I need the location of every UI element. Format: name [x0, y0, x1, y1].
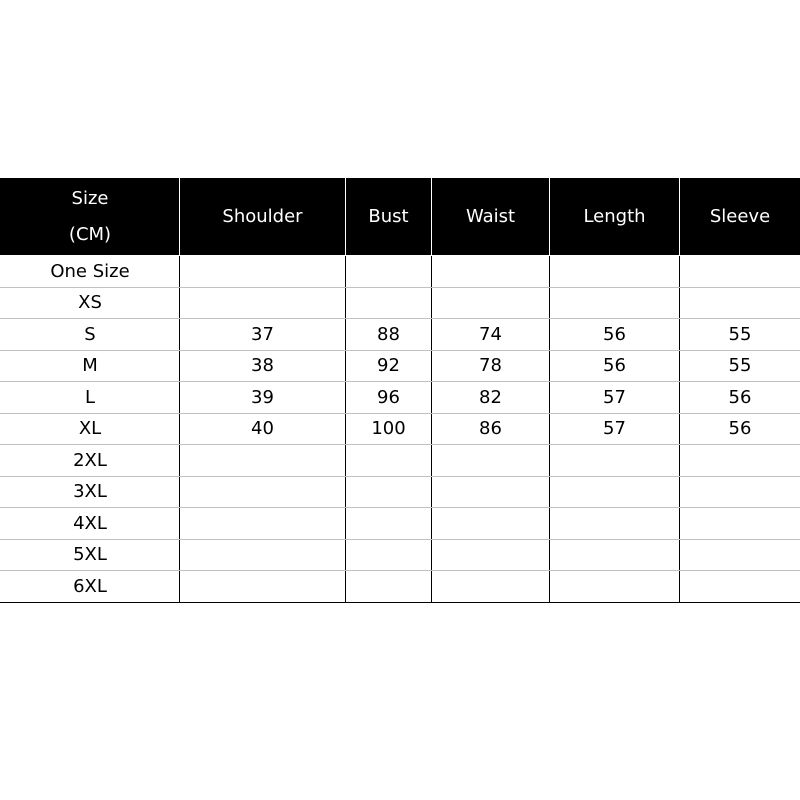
size-label-cell: L: [1, 382, 180, 414]
table-row: [1, 571, 800, 603]
header-size-unit: (CM): [68, 223, 112, 245]
sleeve-cell: 56: [680, 413, 800, 445]
shoulder-cell: [180, 256, 346, 288]
length-cell: [550, 571, 680, 603]
table-row: [1, 382, 800, 414]
sleeve-cell: 55: [680, 319, 800, 351]
waist-cell: 82: [432, 382, 550, 414]
size-label-cell: 4XL: [1, 508, 180, 540]
waist-cell: [432, 256, 550, 288]
length-cell: 57: [550, 382, 680, 414]
length-cell: 56: [550, 319, 680, 351]
sleeve-cell: 56: [680, 382, 800, 414]
shoulder-cell: 38: [180, 350, 346, 382]
bust-cell: [346, 445, 432, 477]
table-row: [1, 445, 800, 477]
size-label-cell: One Size: [1, 256, 180, 288]
size-label-cell: 2XL: [1, 445, 180, 477]
shoulder-cell: [180, 445, 346, 477]
table-row: [1, 319, 800, 351]
sleeve-cell: [680, 256, 800, 288]
table-row: [1, 539, 800, 571]
waist-cell: 78: [432, 350, 550, 382]
length-cell: [550, 287, 680, 319]
size-label-cell: XS: [1, 287, 180, 319]
header-size: [1, 178, 180, 256]
bust-cell: [346, 571, 432, 603]
length-cell: 56: [550, 350, 680, 382]
bust-cell: 88: [346, 319, 432, 351]
sleeve-cell: [680, 445, 800, 477]
sleeve-cell: [680, 508, 800, 540]
size-table: [0, 177, 800, 603]
waist-cell: [432, 539, 550, 571]
shoulder-cell: [180, 508, 346, 540]
size-label-cell: S: [1, 319, 180, 351]
length-cell: [550, 508, 680, 540]
length-cell: [550, 539, 680, 571]
bust-cell: 96: [346, 382, 432, 414]
size-label-cell: M: [1, 350, 180, 382]
size-label-cell: 3XL: [1, 476, 180, 508]
length-cell: 57: [550, 413, 680, 445]
waist-cell: 86: [432, 413, 550, 445]
size-chart: [0, 177, 800, 603]
shoulder-cell: [180, 476, 346, 508]
shoulder-cell: [180, 571, 346, 603]
header-sleeve: Sleeve: [680, 178, 800, 256]
sleeve-cell: [680, 287, 800, 319]
waist-cell: [432, 445, 550, 477]
bust-cell: [346, 508, 432, 540]
bust-cell: [346, 256, 432, 288]
shoulder-cell: [180, 539, 346, 571]
bust-cell: [346, 287, 432, 319]
length-cell: [550, 445, 680, 477]
table-body: [1, 256, 800, 603]
bust-cell: 92: [346, 350, 432, 382]
shoulder-cell: 37: [180, 319, 346, 351]
header-waist: Waist: [432, 178, 550, 256]
bust-cell: [346, 539, 432, 571]
waist-cell: [432, 287, 550, 319]
size-label-cell: 6XL: [1, 571, 180, 603]
waist-cell: [432, 476, 550, 508]
shoulder-cell: [180, 287, 346, 319]
shoulder-cell: 40: [180, 413, 346, 445]
header-size-label: Size: [71, 187, 109, 209]
table-row: [1, 508, 800, 540]
table-row: [1, 287, 800, 319]
size-label-cell: 5XL: [1, 539, 180, 571]
bust-cell: 100: [346, 413, 432, 445]
sleeve-cell: [680, 571, 800, 603]
waist-cell: 74: [432, 319, 550, 351]
waist-cell: [432, 571, 550, 603]
header-shoulder: Shoulder: [180, 178, 346, 256]
header-bust: Bust: [346, 178, 432, 256]
table-row: [1, 256, 800, 288]
sleeve-cell: [680, 539, 800, 571]
table-header-row: [1, 178, 800, 256]
bust-cell: [346, 476, 432, 508]
table-row: [1, 476, 800, 508]
table-row: [1, 413, 800, 445]
table-row: [1, 350, 800, 382]
header-length: Length: [550, 178, 680, 256]
length-cell: [550, 256, 680, 288]
shoulder-cell: 39: [180, 382, 346, 414]
size-label-cell: XL: [1, 413, 180, 445]
sleeve-cell: [680, 476, 800, 508]
sleeve-cell: 55: [680, 350, 800, 382]
length-cell: [550, 476, 680, 508]
waist-cell: [432, 508, 550, 540]
